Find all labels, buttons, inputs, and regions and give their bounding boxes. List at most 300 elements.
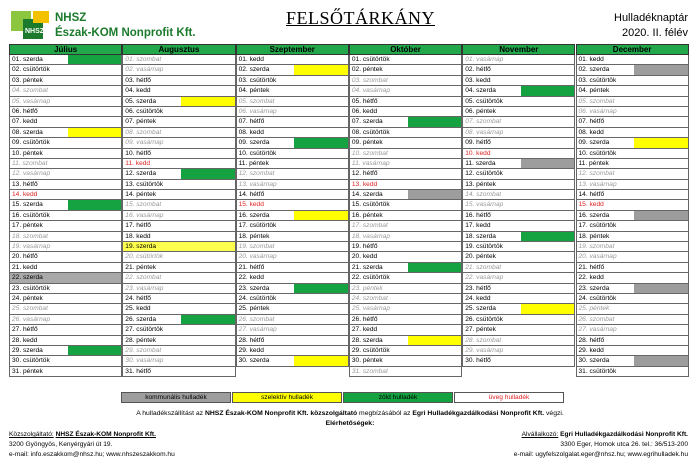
day-cell [236,55,349,65]
day-label: 28. kedd [12,336,38,344]
day-cell [576,76,689,86]
day-cell [122,336,235,346]
day-cell [576,304,689,314]
footer-left [9,430,175,460]
day-cell [9,159,122,169]
day-cell [462,356,575,366]
collection-green-marker [294,284,347,293]
day-label: 24. kedd [465,294,491,302]
day-cell [122,242,235,252]
day-cell [349,336,462,346]
day-cell [349,346,462,356]
day-cell [122,315,235,325]
day-label: 23. vasárnap [125,284,164,292]
day-label: 15. csütörtök [351,201,390,209]
day-cell [349,138,462,148]
day-cell [576,159,689,169]
day-label: 22. szombat [125,274,162,282]
day-label: 05. vasárnap [12,97,51,105]
day-cell [349,86,462,96]
day-label: 16. szerda [578,211,610,219]
day-cell [9,97,122,107]
day-label: 25. szombat [12,305,48,313]
day-cell [122,325,235,335]
footer-right-label: Alvállalkozó: [521,431,559,438]
day-label: 22. csütörtök [351,274,390,282]
day-cell [462,55,575,65]
day-label: 20. hétfő [12,253,38,261]
day-label: 19. csütörtök [465,243,503,251]
collection-yellow-marker [408,336,461,345]
day-cell [349,304,462,314]
day-label: 07. kedd [12,118,38,126]
day-label: 01. vasárnap [465,56,504,63]
day-cell [236,325,349,335]
month-column [349,44,462,377]
day-label: 29. kedd [238,346,264,354]
day-cell [462,107,575,117]
day-cell [122,76,235,86]
day-cell [462,294,575,304]
collection-gray-marker [634,65,687,74]
day-cell [349,159,462,169]
day-cell [462,190,575,200]
day-cell [349,107,462,117]
day-label: 04. péntek [578,87,610,95]
day-cell [349,356,462,366]
collection-green-marker [408,117,461,126]
day-cell [9,304,122,314]
day-cell [462,346,575,356]
day-cell [236,117,349,127]
page-title: FELSŐTÁRKÁNY [286,8,436,28]
day-cell [122,117,235,127]
day-label: 27. hétfő [12,326,38,334]
day-label: 12. vasárnap [12,170,51,178]
day-label: 17. csütörtök [238,222,277,230]
day-label: 18. vasárnap [351,232,391,240]
day-label: 23. csütörtök [12,284,50,292]
day-cell [576,367,689,377]
note-pre: A hulladékszállítást az [136,410,205,417]
day-label: 09. csütörtök [12,139,50,147]
day-label: 19. vasárnap [12,243,51,251]
day-cell [462,304,575,314]
day-cell [9,367,122,377]
day-label: 31. hétfő [125,367,151,375]
day-cell [122,263,235,273]
note-company: NHSZ Észak-KOM Nonprofit Kft. közszolgáltató [204,410,358,417]
day-label: 18. péntek [238,232,270,240]
day-label: 12. csütörtök [465,170,503,178]
month-column [236,44,349,367]
day-label: 12. szombat [238,170,275,178]
day-cell [9,211,122,221]
day-cell [9,190,122,200]
day-label: 14. hétfő [578,191,605,199]
day-cell [462,86,575,96]
day-label: 28. péntek [125,336,157,344]
day-label: 07. hétfő [238,118,265,126]
day-label: 27. vasárnap [578,326,617,334]
day-label: 18. kedd [125,232,151,240]
logo-line2: Észak-KOM Nonprofit Kft. [55,27,196,39]
footer-left-email[interactable]: e-mail: info.eszakkom@nhsz.hu; www.nhszeszakkom.hu [9,451,175,458]
day-cell [122,346,235,356]
day-label: 29. szerda [12,346,43,354]
day-cell [236,159,349,169]
day-label: 25. péntek [578,305,610,313]
day-label: 26. szombat [238,315,275,323]
day-label: 27. csütörtök [125,326,164,334]
day-cell [576,325,689,335]
day-cell [462,149,575,159]
day-cell [122,211,235,221]
day-cell [462,65,575,75]
day-label: 30. szerda [238,357,270,365]
day-label: 02. hétfő [465,66,491,74]
day-label: 01. kedd [578,56,604,63]
day-label: 11. péntek [238,159,269,167]
day-label: 21. hétfő [578,263,605,271]
day-label: 18. szerda [465,232,496,240]
day-label: 13. kedd [351,180,378,188]
day-label: 03. szombat [351,76,388,84]
day-label: 08. szerda [12,128,43,136]
day-label: 01. csütörtök [351,56,390,63]
day-cell [236,242,349,252]
day-label: 21. péntek [125,263,157,271]
legend-yellow: szelektív hulladék [232,392,342,403]
day-label: 16. hétfő [465,211,491,219]
legend-green: zöld hulladék [343,392,453,403]
day-cell [9,169,122,179]
legend-gray: kommunális hulladék [121,392,231,403]
day-cell [462,117,575,127]
day-cell [122,232,235,242]
day-cell [349,55,462,65]
day-cell [236,169,349,179]
day-cell [576,128,689,138]
collection-green-marker [181,169,234,178]
day-label: 16. vasárnap [125,211,164,219]
day-label: 11. kedd [125,159,151,167]
day-cell [236,263,349,273]
day-label: 25. kedd [125,305,151,313]
day-cell [9,180,122,190]
day-cell [122,252,235,262]
day-label: 27. kedd [351,326,378,334]
day-cell [236,252,349,262]
day-cell [9,200,122,210]
day-cell [576,117,689,127]
day-cell [349,273,462,283]
day-label: 17. hétfő [125,222,151,230]
day-cell [122,200,235,210]
legend [121,392,564,403]
day-cell [9,55,122,65]
day-label: 07. szerda [351,118,383,126]
day-label: 31. csütörtök [578,367,617,375]
month-header: Augusztus [122,44,235,55]
day-label: 28. hétfő [578,336,605,344]
day-cell [462,221,575,231]
footer-left-name: NHSZ Észak-KOM Nonprofit Kft. [55,431,156,438]
legend-red: üveg hulladék [454,392,564,403]
day-label: 18. szombat [12,232,48,240]
day-cell [9,273,122,283]
day-label: 13. vasárnap [238,180,277,188]
day-cell [236,232,349,242]
day-cell [462,138,575,148]
note-post: végzi. [544,410,564,417]
day-cell [462,211,575,221]
day-label: 02. szerda [578,66,610,74]
day-label: 13. péntek [465,180,496,188]
day-cell [576,221,689,231]
day-label: 28. hétfő [238,336,265,344]
day-label: 06. vasárnap [578,107,617,115]
day-label: 15. kedd [578,201,604,209]
day-label: 10. csütörtök [578,149,617,157]
month-header: Október [349,44,462,55]
day-label: 02. péntek [351,66,383,74]
day-cell [576,273,689,283]
collection-green-marker [68,200,121,209]
day-label: 06. vasárnap [238,107,277,115]
day-label: 17. kedd [465,222,491,230]
day-cell [349,117,462,127]
day-cell [236,149,349,159]
day-label: 01. szerda [12,56,43,63]
day-label: 31. péntek [12,367,43,375]
day-label: 05. szerda [125,97,157,105]
day-cell [9,128,122,138]
collection-yellow-marker [634,138,687,147]
day-label: 21. hétfő [238,263,265,271]
day-label: 22. kedd [238,274,264,282]
day-label: 14. szombat [465,191,502,199]
day-cell [349,200,462,210]
day-label: 08. vasárnap [465,128,504,136]
day-label: 27. vasárnap [238,326,277,334]
day-cell [462,252,575,262]
day-cell [576,200,689,210]
day-cell [236,65,349,75]
day-label: 26. szombat [578,315,615,323]
day-cell [576,284,689,294]
note-client: Egri Hulladékgazdálkodási Nonprofit Kft. [412,410,545,417]
day-label: 08. csütörtök [351,128,390,136]
day-cell [9,221,122,231]
day-label: 09. hétfő [465,139,491,147]
day-label: 10. péntek [12,149,43,157]
day-label: 05. csütörtök [465,97,503,105]
day-cell [236,128,349,138]
day-label: 29. szombat [125,346,162,354]
day-label: 27. péntek [465,326,496,334]
day-cell [349,263,462,273]
day-label: 09. péntek [351,139,383,147]
day-label: 21. szerda [351,263,383,271]
day-cell [122,221,235,231]
collection-yellow-marker [294,356,347,365]
day-cell [576,107,689,117]
day-cell [349,242,462,252]
collection-gray-marker [634,356,687,365]
day-cell [236,294,349,304]
day-label: 13. hétfő [12,180,38,188]
day-cell [576,346,689,356]
day-label: 07. szombat [465,118,502,126]
day-cell [349,169,462,179]
day-cell [576,315,689,325]
day-label: 19. szombat [578,243,615,251]
day-cell [9,356,122,366]
day-label: 08. kedd [578,128,604,136]
day-label: 23. szerda [578,284,610,292]
collection-green-marker [521,232,574,241]
day-cell [236,315,349,325]
day-cell [462,76,575,86]
collection-gray-marker [521,159,574,168]
day-cell [576,55,689,65]
day-cell [462,232,575,242]
day-label: 20. csütörtök [125,253,164,261]
day-label: 26. szerda [125,315,157,323]
day-cell [236,304,349,314]
day-cell [236,273,349,283]
day-label: 21. kedd [12,263,38,271]
day-label: 22. vasárnap [465,274,504,282]
day-label: 18. péntek [578,232,610,240]
day-label: 07. péntek [125,118,157,126]
day-cell [236,284,349,294]
day-cell [9,284,122,294]
collection-green-marker [68,346,121,355]
day-label: 03. péntek [12,76,43,84]
day-label: 03. csütörtök [238,76,277,84]
day-label: 24. csütörtök [578,294,617,302]
day-cell [576,356,689,366]
day-cell [122,356,235,366]
day-cell [122,304,235,314]
footer-right [514,430,688,460]
day-label: 04. kedd [125,87,151,95]
day-cell [576,336,689,346]
day-label: 02. csütörtök [12,66,50,74]
day-cell [349,284,462,294]
day-label: 28. szerda [351,336,383,344]
collection-green-marker [181,315,234,324]
month-header: Július [9,44,122,55]
collection-gray-marker [634,284,687,293]
day-label: 03. hétfő [125,76,151,84]
day-label: 15. szombat [125,201,162,209]
day-cell [462,180,575,190]
day-label: 10. kedd [465,149,491,157]
day-cell [462,242,575,252]
day-cell [9,242,122,252]
day-label: 30. péntek [351,357,383,365]
day-label: 16. szerda [238,211,270,219]
footer-left-address: 3200 Gyöngyös, Kenyérgyári út 19. [9,441,113,448]
day-cell [349,76,462,86]
day-label: 08. kedd [238,128,264,136]
day-label: 04. szombat [12,87,48,95]
footer-right-email[interactable]: e-mail: ugyfelszolgalat.eger@nhsz.hu; www.egrihulladek.hu [513,451,688,458]
day-cell [576,232,689,242]
day-cell [349,232,462,242]
day-label: 19. szerda [125,243,157,251]
day-label: 25. vasárnap [351,305,391,313]
day-cell [9,149,122,159]
day-cell [576,294,689,304]
day-label: 26. hétfő [351,315,378,323]
contacts-heading: Elérhetőségek: [325,420,375,427]
day-label: 15. vasárnap [465,201,504,209]
day-cell [576,180,689,190]
day-label: 02. szerda [238,66,270,74]
day-label: 23. péntek [351,284,383,292]
day-cell [236,336,349,346]
day-label: 30. szerda [578,357,610,365]
day-label: 19. hétfő [351,243,378,251]
note-mid: megbízásából az [357,410,413,417]
day-label: 06. hétfő [12,107,38,115]
day-cell [349,65,462,75]
day-cell [349,190,462,200]
day-cell [9,76,122,86]
day-cell [122,97,235,107]
day-cell [462,336,575,346]
day-label: 11. vasárnap [351,159,390,167]
day-label: 29. kedd [578,346,604,354]
day-label: 14. szerda [351,191,383,199]
day-label: 03. kedd [465,76,491,84]
calendar-label: Hulladéknaptár [614,12,688,24]
day-cell [9,346,122,356]
day-cell [9,252,122,262]
day-label: 28. szombat [465,336,502,344]
day-label: 11. szombat [12,159,48,167]
day-cell [349,221,462,231]
day-label: 16. csütörtök [12,211,50,219]
day-label: 19. szombat [238,243,275,251]
day-cell [349,97,462,107]
collection-yellow-marker [294,65,347,74]
day-cell [122,294,235,304]
day-label: 25. péntek [238,305,270,313]
day-cell [349,325,462,335]
period-label: 2020. II. félév [621,27,688,39]
day-cell [122,86,235,96]
day-cell [122,190,235,200]
day-label: 24. péntek [12,294,43,302]
day-label: 30. hétfő [465,357,491,365]
day-cell [462,200,575,210]
day-label: 21. szombat [465,263,502,271]
day-label: 04. péntek [238,87,270,95]
day-cell [462,159,575,169]
day-label: 12. szombat [578,170,615,178]
day-label: 15. szerda [12,201,43,209]
day-label: 01. szombat [125,56,162,63]
day-label: 06. péntek [465,107,496,115]
day-label: 20. kedd [351,253,378,261]
day-label: 13. csütörtök [125,180,164,188]
day-cell [122,107,235,117]
